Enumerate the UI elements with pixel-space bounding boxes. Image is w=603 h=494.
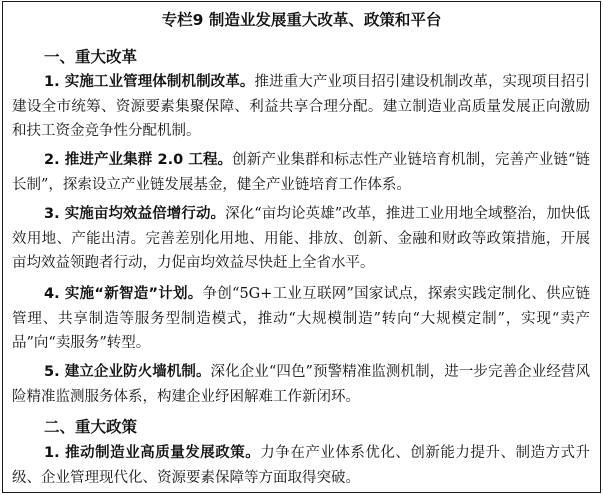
policy-item-1-title: 1. 推动制造业高质量发展政策。 <box>44 445 261 461</box>
reform-item-4 <box>12 282 590 356</box>
box-title: 专栏9 制造业发展重大改革、政策和平台 <box>161 11 442 29</box>
policy-item-1-body: 力争在产业体系优化、创新能力提升、制造方式升级、企业管理现代化、资源要素保障等方面取得突破。 <box>12 445 591 486</box>
section-heading-major-policies: 二、重大政策 <box>44 418 138 436</box>
reform-item-1-body: 推进重大产业项目招引建设机制改革，实现项目招引建设全市统筹、资源要素集聚保障、利益共享合理分配。建立制造业高质量发展正向激励和扶工资金竞争性分配机制。 <box>12 74 590 139</box>
policy-box <box>2 1 601 493</box>
section-heading-major-reforms: 一、重大改革 <box>44 48 138 66</box>
reform-item-5-title: 5. 建立企业防火墙机制。 <box>44 364 211 380</box>
reform-item-1 <box>12 70 590 144</box>
reform-item-2-body: 创新产业集群和标志性产业链培育机制，完善产业链“链长制”，探索设立产业链发展基金，健全产业链培育工作体系。 <box>12 152 590 193</box>
reform-item-1-title: 1. 实施工业管理体制机制改革。 <box>44 74 255 90</box>
reform-item-2 <box>12 148 590 197</box>
reform-item-3 <box>12 202 590 276</box>
reform-item-3-title: 3. 实施亩均效益倍增行动。 <box>44 206 226 222</box>
policy-item-1 <box>12 441 590 490</box>
reform-item-5-body: 深化企业“四色”预警精准监测机制，进一步完善企业经营风险精准监测服务体系，构建企业纾困解难工作新闭环。 <box>12 364 590 405</box>
reform-item-3-body: 深化“亩均论英雄”改革，推进工业用地全域整治，加快低效用地、产能出清。完善差别化用地、用能、排放、创新、金融和财政等政策措施，开展亩均效益领跑者行动，力促亩均效益尽快赶上全省水平。 <box>12 206 590 271</box>
reform-item-2-title: 2. 推进产业集群 2.0 工程。 <box>44 152 233 168</box>
reform-item-5 <box>12 360 590 409</box>
reform-item-4-title: 4. 实施“新智造”计划。 <box>44 286 203 302</box>
reform-item-4-body: 争创“5G+工业互联网”国家试点，探索实践定制化、供应链管理、共享制造等服务型制造模式，推动“大规模制造”转向“大规模定制”，实现“卖产品”向“卖服务”转型。 <box>12 286 590 351</box>
